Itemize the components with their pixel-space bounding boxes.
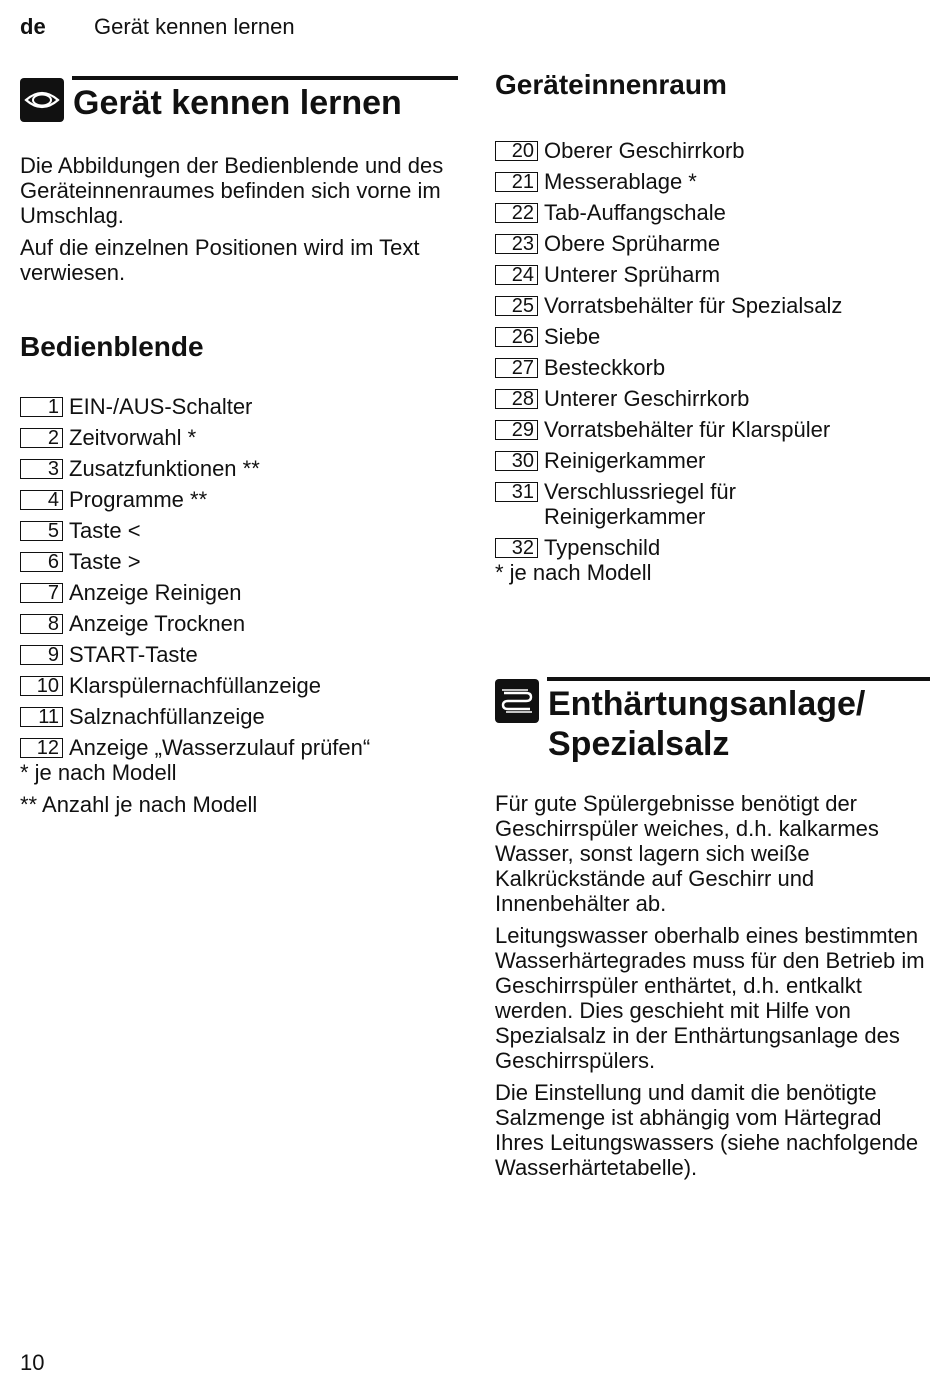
position-number: 8 — [20, 614, 63, 634]
item-label: EIN-/AUS-Schalter — [69, 394, 253, 419]
item-label: Typenschild — [544, 535, 661, 560]
footnote-count: ** Anzahl je nach Modell — [20, 792, 258, 817]
footnote-model: * je nach Modell — [495, 560, 652, 585]
right-column — [495, 68, 930, 1187]
list-item — [20, 580, 458, 605]
bedienblende-list — [20, 394, 458, 760]
position-number: 22 — [495, 203, 538, 223]
footnote-model: * je nach Modell — [20, 760, 177, 785]
softener-paragraph-2: Leitungswasser oberhalb eines bestimmten Wasserhärtegrades muss für den Betrieb im Geschirrspüler enthärtet, d.h. entkalkt werden. Dies geschieht mit Hilfe von Spezialsalz in der Enthärtungsanlage des Geschirrspülers. — [495, 923, 925, 1073]
position-number: 28 — [495, 389, 538, 409]
list-item — [20, 735, 458, 760]
position-number: 32 — [495, 538, 538, 558]
list-item — [495, 169, 930, 194]
list-item — [495, 324, 930, 349]
list-item — [495, 231, 930, 256]
item-label: Tab-Auffangschale — [544, 200, 726, 225]
list-item — [20, 394, 458, 419]
item-label: Verschlussriegel für Reinigerkammer — [544, 479, 736, 529]
left-column — [20, 76, 458, 817]
position-number: 23 — [495, 234, 538, 254]
position-number: 9 — [20, 645, 63, 665]
list-item — [495, 138, 930, 163]
list-item — [20, 704, 458, 729]
item-label: Zeitvorwahl * — [69, 425, 197, 450]
item-label: Anzeige Reinigen — [69, 580, 242, 605]
position-number: 10 — [20, 676, 63, 696]
list-item — [495, 293, 930, 318]
item-label: Taste > — [69, 549, 141, 574]
item-label: Besteckkorb — [544, 355, 666, 380]
intro-paragraph-2: Auf die einzelnen Positionen wird im Text verwiesen. — [20, 235, 420, 285]
position-number: 30 — [495, 451, 538, 471]
item-label: Vorratsbehälter für Spezialsalz — [544, 293, 843, 318]
item-label: Messerablage * — [544, 169, 697, 194]
chapter-rule — [547, 677, 930, 681]
item-label: Reinigerkammer — [544, 448, 706, 473]
list-item — [20, 673, 458, 698]
item-label: Salznachfüllanzeige — [69, 704, 265, 729]
item-label: Unterer Sprüharm — [544, 262, 721, 287]
item-label: Unterer Geschirrkorb — [544, 386, 750, 411]
position-number: 7 — [20, 583, 63, 603]
position-number: 29 — [495, 420, 538, 440]
item-label: Siebe — [544, 324, 601, 349]
chapter-heading-enthaertung — [495, 677, 930, 761]
list-item — [20, 549, 458, 574]
section-heading-innenraum: Geräteinnenraum — [495, 69, 727, 100]
position-number: 5 — [20, 521, 63, 541]
running-header-title: Gerät kennen lernen — [94, 14, 295, 39]
position-number: 25 — [495, 296, 538, 316]
list-item — [20, 642, 458, 667]
position-number: 12 — [20, 738, 63, 758]
list-item — [20, 487, 458, 512]
innenraum-list — [495, 138, 930, 560]
eye-icon — [20, 78, 64, 122]
softener-icon — [495, 679, 539, 723]
softener-paragraph-3: Die Einstellung und damit die benötigte Salzmenge ist abhängig vom Härtegrad Ihres Leitungswassers (siehe nachfolgende Wasserhärtetabelle). — [495, 1080, 919, 1180]
chapter-title — [548, 677, 930, 764]
chapter-rule — [72, 76, 458, 80]
list-item — [20, 425, 458, 450]
list-item — [20, 456, 458, 481]
list-item — [495, 417, 930, 442]
position-number: 20 — [495, 141, 538, 161]
list-item — [495, 386, 930, 411]
list-item — [20, 518, 458, 543]
chapter-title-line-1: Enthärtungsanlage/ — [548, 685, 866, 723]
intro-paragraph-1: Die Abbildungen der Bedienblende und des Geräteinnenraumes befinden sich vorne im Umschlag. — [20, 153, 444, 228]
list-item — [495, 479, 930, 529]
chapter-title-line-2: Spezialsalz — [548, 725, 730, 763]
language-code: de — [20, 14, 46, 39]
item-label: Obere Sprüharme — [544, 231, 721, 256]
item-label: Zusatzfunktionen ** — [69, 456, 260, 481]
chapter-title: Gerät kennen lernen — [73, 84, 402, 122]
item-label: Oberer Geschirrkorb — [544, 138, 745, 163]
position-number: 31 — [495, 482, 538, 502]
item-label: Taste < — [69, 518, 141, 543]
list-item — [495, 200, 930, 225]
list-item — [495, 535, 930, 560]
position-number: 26 — [495, 327, 538, 347]
position-number: 27 — [495, 358, 538, 378]
list-item — [20, 611, 458, 636]
position-number: 21 — [495, 172, 538, 192]
position-number: 11 — [20, 707, 63, 727]
softener-paragraph-1: Für gute Spülergebnisse benötigt der Geschirrspüler weiches, d.h. kalkarmes Wasser, sonst lagern sich weiße Kalkrückstände auf Geschirr und Innenbehälter ab. — [495, 791, 879, 916]
item-label: Programme ** — [69, 487, 208, 512]
item-label: START-Taste — [69, 642, 198, 667]
position-number: 6 — [20, 552, 63, 572]
item-label: Anzeige „Wasserzulauf prüfen“ — [69, 735, 371, 760]
list-item — [495, 262, 930, 287]
list-item — [495, 448, 930, 473]
section-heading-bedienblende: Bedienblende — [20, 331, 204, 362]
item-label: Anzeige Trocknen — [69, 611, 246, 636]
item-label: Vorratsbehälter für Klarspüler — [544, 417, 831, 442]
position-number: 3 — [20, 459, 63, 479]
item-label: Klarspülernachfüllanzeige — [69, 673, 321, 698]
position-number: 2 — [20, 428, 63, 448]
position-number: 4 — [20, 490, 63, 510]
position-number: 1 — [20, 397, 63, 417]
position-number: 24 — [495, 265, 538, 285]
page-number: 10 — [20, 1350, 45, 1375]
list-item — [495, 355, 930, 380]
chapter-heading-geraet — [20, 76, 458, 126]
